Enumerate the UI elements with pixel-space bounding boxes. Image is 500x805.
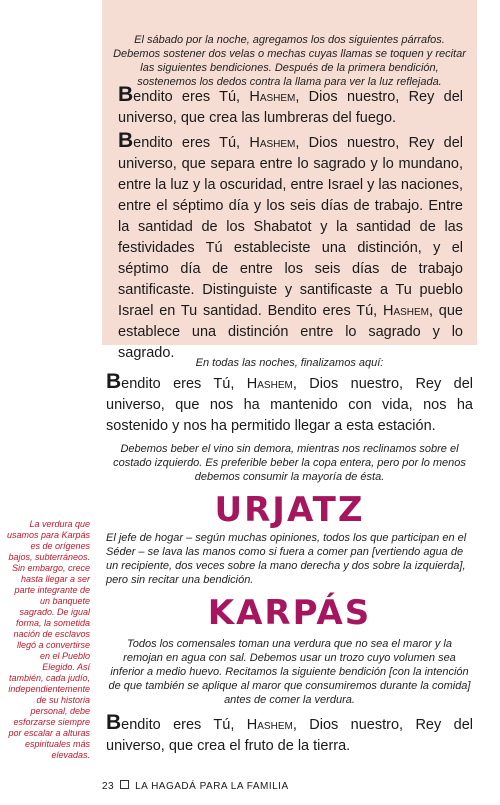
drop-cap: B [106,711,122,734]
book-title: LA HAGADÁ PARA LA FAMILIA [135,781,289,792]
blessing-adamah: Bendito eres Tú, Hashem, Dios nuestro, Rey del universo, que crea el fruto de la tierra. [106,711,473,754]
page-number: 23 [102,781,115,792]
nights-intro: En todas las noches, finalizamos aquí: [195,357,384,369]
karpas-heading: KARPÁS [207,593,372,633]
blessing-havdalah: Bendito eres Tú, Hashem, Dios nuestro, Rey del universo, que separa entre lo sagrado y lo mundano, entre la luz y la oscuridad, entre Israel y las naciones, entre el séptimo día y los seis días de trabajo. Entre la santidad de los Shabatot y la santidad de las festividades Tú estableciste una distinción, y el séptimo día de entre los seis días de trabajo santificaste. Distinguiste y santificaste a Tu pueblo Israel en Tu santidad. Bendito eres Tú, Hashem, que establece una distinción entre lo sagrado y lo sagrado. [118,129,463,361]
havdalah-intro: El sábado por la noche, agregamos los dos siguientes párrafos. Debemos sostener dos velas o mechas cuyas llamas se toquen y recitar las siguientes bendiciones. Después de la primera bendición, sostenemos los dedos contra la llama para ver la luz reflejada. [113,34,466,88]
wine-note: Debemos beber el vino sin demora, mientras nos reclinamos sobre el costado izquierdo. Es preferible beber la copa entera, pero por lo menos debemos consumir la mayoría de ésta. [113,443,466,483]
karpas-sidenote: La verdura que usamos para Karpás es de orígenes bajos, subterráneos. Sin embargo, crece hasta llegar a ser parte integrante de un banquete sagrado. De igual forma, la sometida nación de esclavos llegó a convertirse en el Pueblo Elegido. Así también, cada judío, independientemente de su historia personal, debe esforzarse siempre por escalar a alturas espirituales más elevadas. [6,519,90,760]
page-footer [102,780,289,792]
drop-cap: B [118,83,134,106]
urjatz-text: El jefe de hogar – según muchas opiniones, todos los que participan en el Séder – se lava las manos como si fuera a comer pan [vertiendo agua de un recipiente, dos veces sobre la mano derecha y dos sobre la izquierda], pero sin recitar una bendición. [106,532,467,586]
blessing-shehecheyanu: Bendito eres Tú, Hashem, Dios nuestro, Rey del universo, que nos ha mantenido con vida, nos ha sostenido y nos ha permitido llegar a esta estación. [106,370,473,434]
drop-cap: B [106,370,122,393]
blessing-fire: Bendito eres Tú, Hashem, Dios nuestro, Rey del universo, que crea las lumbreras del fuego. [118,83,463,126]
drop-cap: B [118,129,134,152]
urjatz-heading: URJATZ [214,490,365,530]
karpas-text: Todos los comensales toman una verdura que no sea el maror y la remojan en agua con sal. Debemos usar un trozo cuyo volumen sea inferior a medio huevo. Recitamos la siguiente bendición [con la intención de que también se aplique al maror que consumiremos durante la comida] antes de comer la verdura. [108,638,471,706]
square-icon [120,780,129,789]
